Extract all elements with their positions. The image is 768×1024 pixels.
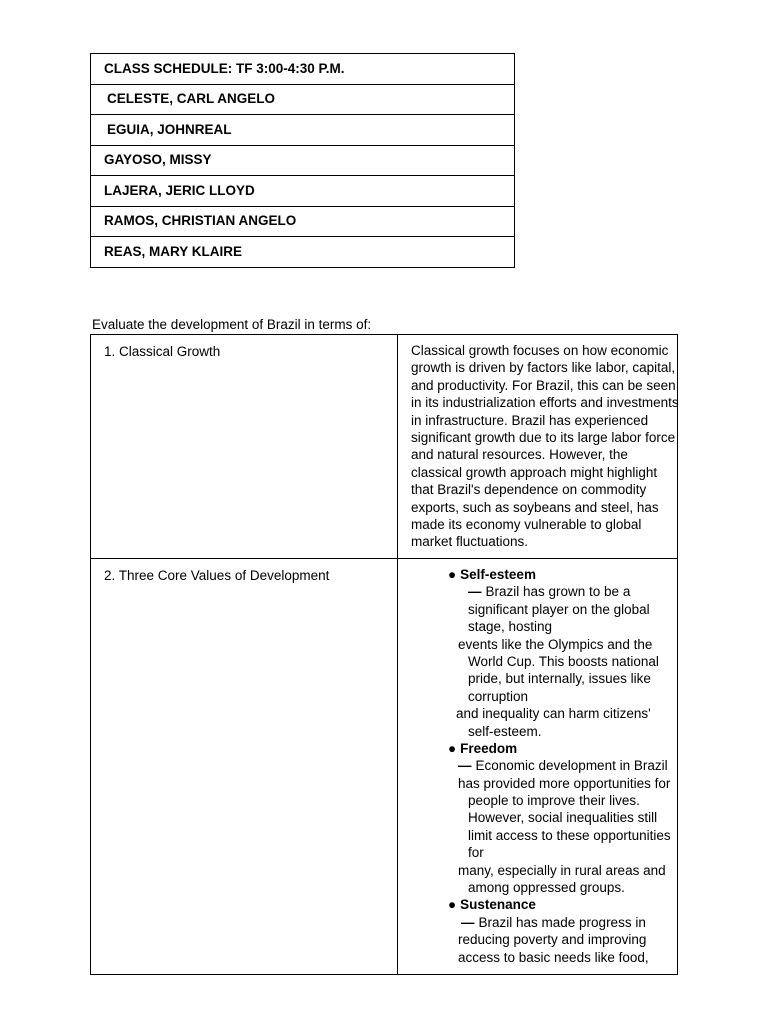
- student-name: GAYOSO, MISSY: [91, 145, 515, 176]
- schedule-row: [91, 145, 515, 176]
- dash-icon: —: [461, 914, 475, 930]
- value-line: — Economic development in Brazil: [458, 758, 668, 774]
- row-answer: [398, 559, 678, 975]
- schedule-table: [90, 53, 515, 268]
- evaluation-prompt: Evaluate the development of Brazil in terms of:: [92, 317, 372, 332]
- evaluation-row-core-values: [91, 559, 678, 975]
- schedule-row: [91, 176, 515, 207]
- value-line: limit access to these opportunities: [468, 827, 671, 843]
- schedule-row: [91, 206, 515, 237]
- value-line: among oppressed groups.: [468, 880, 625, 896]
- value-line: stage, hosting: [468, 619, 553, 635]
- bullet-icon: ●: [448, 740, 457, 756]
- value-line: pride, but internally, issues like: [468, 671, 651, 687]
- schedule-row: [91, 115, 515, 146]
- student-name: CELESTE, CARL ANGELO: [91, 84, 515, 115]
- student-name: EGUIA, JOHNREAL: [91, 115, 515, 146]
- value-line: self-esteem.: [468, 723, 542, 739]
- value-line: people to improve their lives.: [468, 793, 640, 809]
- value-line: reducing poverty and improving: [458, 932, 647, 948]
- dash-icon: —: [458, 758, 472, 774]
- value-heading-self-esteem: ● Self-esteem: [448, 567, 536, 582]
- student-name: LAJERA, JERIC LLOYD: [91, 176, 515, 207]
- schedule-row: [91, 237, 515, 268]
- row-label: 1. Classical Growth: [91, 335, 398, 559]
- schedule-row: [91, 54, 515, 85]
- row-answer: [398, 335, 678, 559]
- evaluation-row-classical-growth: [91, 335, 678, 559]
- value-line: for: [468, 845, 484, 861]
- student-name: REAS, MARY KLAIRE: [91, 237, 515, 268]
- value-heading-sustenance: ● Sustenance: [448, 897, 536, 913]
- value-heading-freedom: ● Freedom: [448, 740, 518, 756]
- value-line: corruption: [468, 688, 529, 704]
- student-name: RAMOS, CHRISTIAN ANGELO: [91, 206, 515, 237]
- value-line: has provided more opportunities for: [458, 775, 671, 791]
- schedule-row: [91, 84, 515, 115]
- value-line: World Cup. This boosts national: [468, 653, 659, 669]
- bullet-icon: ●: [448, 567, 457, 582]
- dash-icon: —: [468, 584, 482, 600]
- row-label: 2. Three Core Values of Development: [91, 559, 398, 975]
- bullet-icon: ●: [448, 897, 457, 913]
- value-line: significant player on the global: [468, 601, 650, 617]
- value-line: — Brazil has made progress in: [461, 914, 646, 930]
- schedule-header: CLASS SCHEDULE: TF 3:00-4:30 P.M.: [91, 54, 515, 85]
- value-line: access to basic needs like food,: [458, 949, 649, 965]
- value-line: and inequality can harm citizens': [456, 706, 651, 722]
- value-line: However, social inequalities still: [468, 810, 658, 826]
- evaluation-table: [90, 334, 678, 975]
- classical-growth-paragraph: Classical growth focuses on how economic growth is driven by factors like labor, capital, and productivity. For Brazil, this can be seen in its industrialization efforts and investments in infrastructure. Brazil has experienced significant growth due to its large labor force and natural resources. However, the classical growth approach might highlight that Brazil's dependence on commodity exports, such as soybeans and steel, has made its economy vulnerable to global market fluctuations.: [411, 343, 679, 550]
- value-line: — Brazil has grown to be a: [468, 584, 631, 600]
- value-line: events like the Olympics and the: [458, 636, 653, 652]
- value-line: many, especially in rural areas and: [458, 862, 666, 878]
